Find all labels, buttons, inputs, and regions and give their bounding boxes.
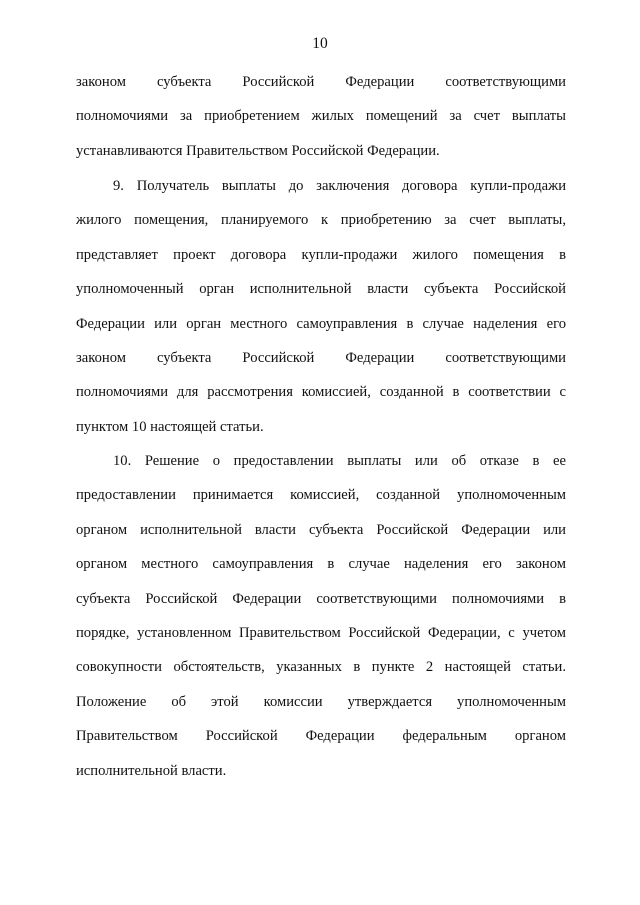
text-line: законом субъекта Российской Федерации соответствующими xyxy=(76,74,566,90)
text-line: устанавливаются Правительством Российской Федерации. xyxy=(76,142,440,159)
text-line: Положение об этой комиссии утверждается уполномоченным xyxy=(76,693,566,710)
text-line: предоставлении принимается комиссией, созданной уполномоченным xyxy=(76,487,566,504)
text-line: 10. Решение о предоставлении выплаты или об отказе в ее xyxy=(113,453,566,469)
text-line: 9. Получатель выплаты до заключения договора купли-продажи xyxy=(113,178,566,194)
text-line: Федерации или орган местного самоуправления в случае наделения его xyxy=(76,315,566,332)
text-line: порядке, установленном Правительством Российской Федерации, с учетом xyxy=(76,624,566,641)
text-line: исполнительной власти. xyxy=(76,762,227,779)
text-line: полномочиями для рассмотрения комиссией, созданной в соответствии с xyxy=(76,384,566,401)
text-line: совокупности обстоятельств, указанных в пункте 2 настоящей статьи. xyxy=(76,659,566,676)
text-line: уполномоченный орган исполнительной власти субъекта Российской xyxy=(76,281,566,298)
text-line: субъекта Российской Федерации соответствующими полномочиями в xyxy=(76,590,566,607)
paragraph-continuation xyxy=(76,65,566,168)
text-line: пунктом 10 настоящей статьи. xyxy=(76,418,264,435)
text-line: органом исполнительной власти субъекта Российской Федерации или xyxy=(76,521,566,538)
paragraph-item-9 xyxy=(76,169,566,444)
text-line: жилого помещения, планируемого к приобретению за счет выплаты, xyxy=(76,212,566,229)
text-line: законом субъекта Российской Федерации соответствующими xyxy=(76,349,566,366)
text-line: Правительством Российской Федерации федеральным органом xyxy=(76,728,566,745)
text-line: представляет проект договора купли-продажи жилого помещения в xyxy=(76,246,566,263)
page-number: 10 xyxy=(312,35,328,52)
text-line: органом местного самоуправления в случае наделения его законом xyxy=(76,556,566,573)
text-line: полномочиями за приобретением жилых помещений за счет выплаты xyxy=(76,108,566,125)
paragraph-item-10 xyxy=(76,444,566,788)
